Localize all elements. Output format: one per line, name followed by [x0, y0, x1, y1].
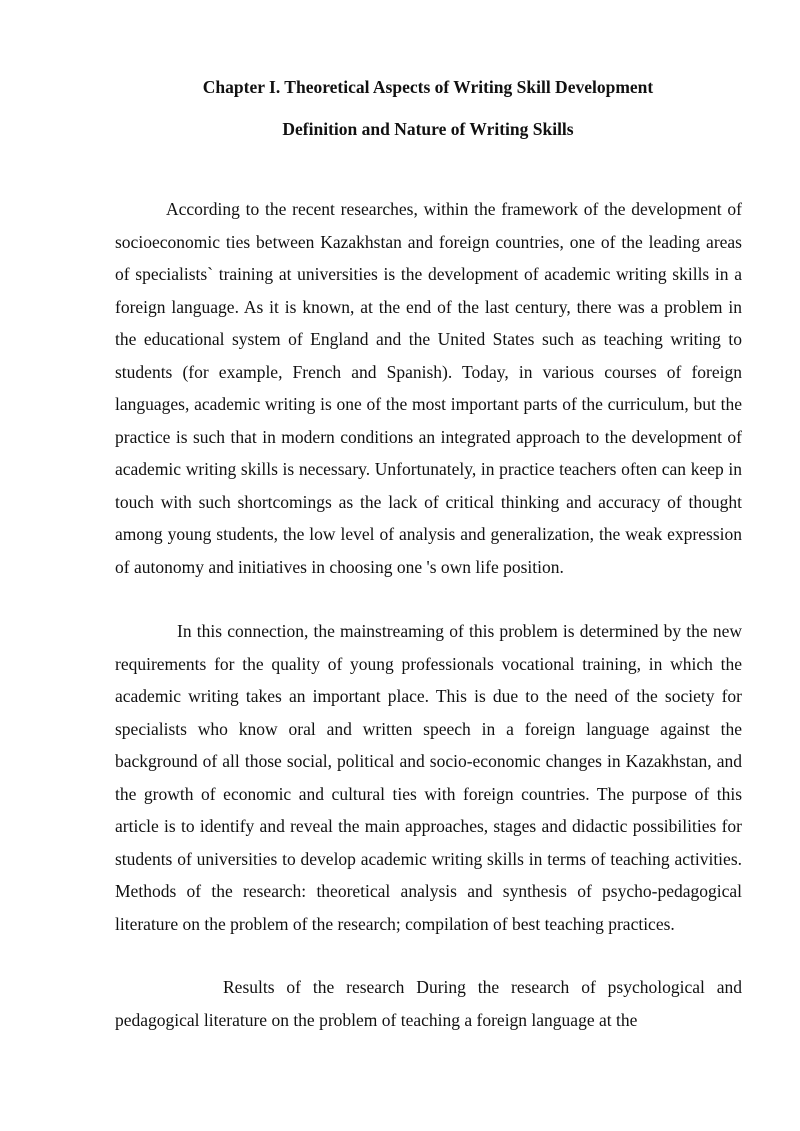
paragraph-1: According to the recent researches, within the framework of the development of socioeconomic ties between Kazakhstan and foreign countries, one of the leading areas of specialists` training at universities is the development of academic writing skills in a foreign language. As it is known, at the end of the last century, there was a problem in the educational system of England and the United States such as teaching writing to students (for example, French and Spanish). Today, in various courses of foreign languages, academic writing is one of the most important parts of the curriculum, but the practice is such that in modern conditions an integrated approach to the development of academic writing skills is necessary. Unfortunately, in practice teachers often can keep in touch with such shortcomings as the lack of critical thinking and accuracy of thought among young students, the low level of analysis and generalization, the weak expression of autonomy and initiatives in choosing one 's own life position.: [115, 199, 742, 577]
paragraph-3: Results of the research During the research of psychological and pedagogical literature on the problem of teaching a foreign language at the: [115, 977, 742, 1030]
section-title: Definition and Nature of Writing Skills: [282, 119, 574, 139]
paragraph-2: In this connection, the mainstreaming of this problem is determined by the new requirements for the quality of young professionals vocational training, in which the academic writing takes an important place. This is due to the need of the society for specialists who know oral and written speech in a foreign language against the background of all those social, political and socio-economic changes in Kazakhstan, and the growth of economic and cultural ties with foreign countries. The purpose of this article is to identify and reveal the main approaches, stages and didactic possibilities for students of universities to develop academic writing skills in terms of teaching activities. Methods of the research: theoretical analysis and synthesis of psycho-pedagogical literature on the problem of the research; compilation of best teaching practices.: [115, 621, 742, 934]
chapter-title: Chapter I. Theoretical Aspects of Writing Skill Development: [202, 77, 654, 97]
